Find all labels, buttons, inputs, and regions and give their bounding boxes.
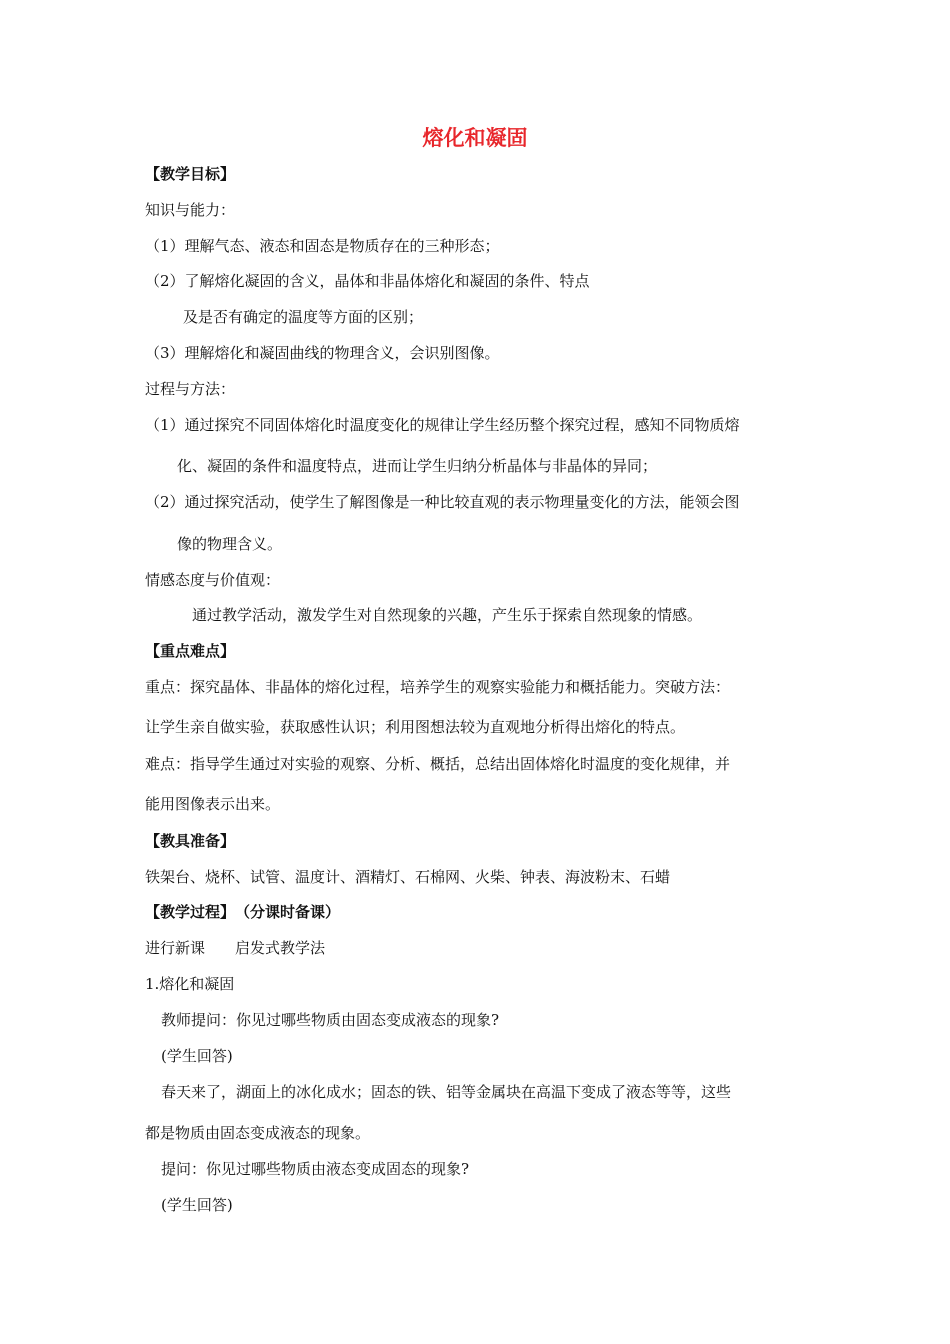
- paragraph-line: （2）通过探究活动，使学生了解图像是一种比较直观的表示物理量变化的方法，能领会图: [145, 493, 740, 511]
- subheading-process: 过程与方法：: [145, 380, 236, 398]
- document-title: 熔化和凝固: [422, 126, 528, 150]
- paragraph-line: （1）理解气态、液态和固态是物质存在的三种形态；: [145, 237, 500, 255]
- subsection-heading: 1.熔化和凝固: [145, 975, 235, 993]
- paragraph-line: 都是物质由固态变成液态的现象。: [145, 1124, 371, 1142]
- paragraph-line: （2）了解熔化凝固的含义，晶体和非晶体熔化和凝固的条件、特点: [145, 272, 590, 290]
- paragraph-line: 化、凝固的条件和温度特点，进而让学生归纳分析晶体与非晶体的异同；: [177, 457, 658, 475]
- paragraph-line: (学生回答): [161, 1196, 233, 1214]
- section-heading-materials: 【教具准备】: [145, 832, 236, 850]
- paragraph-line: 像的物理含义。: [177, 535, 283, 553]
- paragraph-line: 难点：指导学生通过对实验的观察、分析、概括，总结出固体熔化时温度的变化规律，并: [145, 755, 731, 773]
- paragraph-line: 让学生亲自做实验，获取感性认识；利用图想法较为直观地分析得出熔化的特点。: [145, 718, 686, 736]
- paragraph-line: 通过教学活动，激发学生对自然现象的兴趣，产生乐于探索自然现象的情感。: [192, 606, 703, 624]
- paragraph-line: （3）理解熔化和凝固曲线的物理含义，会识别图像。: [145, 344, 500, 362]
- section-heading-objectives: 【教学目标】: [145, 165, 236, 183]
- paragraph-line: 铁架台、烧杯、试管、温度计、酒精灯、石棉网、火柴、钟表、海波粉末、石蜡: [145, 868, 671, 886]
- paragraph-line: (学生回答): [161, 1047, 233, 1065]
- paragraph-line: 能用图像表示出来。: [145, 795, 281, 813]
- paragraph-line: 进行新课 启发式教学法: [145, 939, 326, 957]
- paragraph-line: （1）通过探究不同固体熔化时温度变化的规律让学生经历整个探究过程，感知不同物质熔: [145, 416, 740, 434]
- paragraph-line: 提问：你见过哪些物质由液态变成固态的现象?: [161, 1160, 470, 1178]
- paragraph-line: 春天来了，湖面上的冰化成水；固态的铁、铝等金属块在高温下变成了液态等等，这些: [161, 1083, 732, 1101]
- paragraph-line: 教师提问：你见过哪些物质由固态变成液态的现象?: [161, 1011, 500, 1029]
- subheading-knowledge: 知识与能力：: [145, 201, 236, 219]
- section-heading-teaching-process: 【教学过程】 （分课时备课）: [145, 903, 341, 921]
- paragraph-line: 重点：探究晶体、非晶体的熔化过程，培养学生的观察实验能力和概括能力。突破方法：: [145, 678, 731, 696]
- section-heading-key-points: 【重点难点】: [145, 642, 236, 660]
- paragraph-line: 及是否有确定的温度等方面的区别；: [183, 308, 424, 326]
- subheading-attitude: 情感态度与价值观：: [145, 571, 281, 589]
